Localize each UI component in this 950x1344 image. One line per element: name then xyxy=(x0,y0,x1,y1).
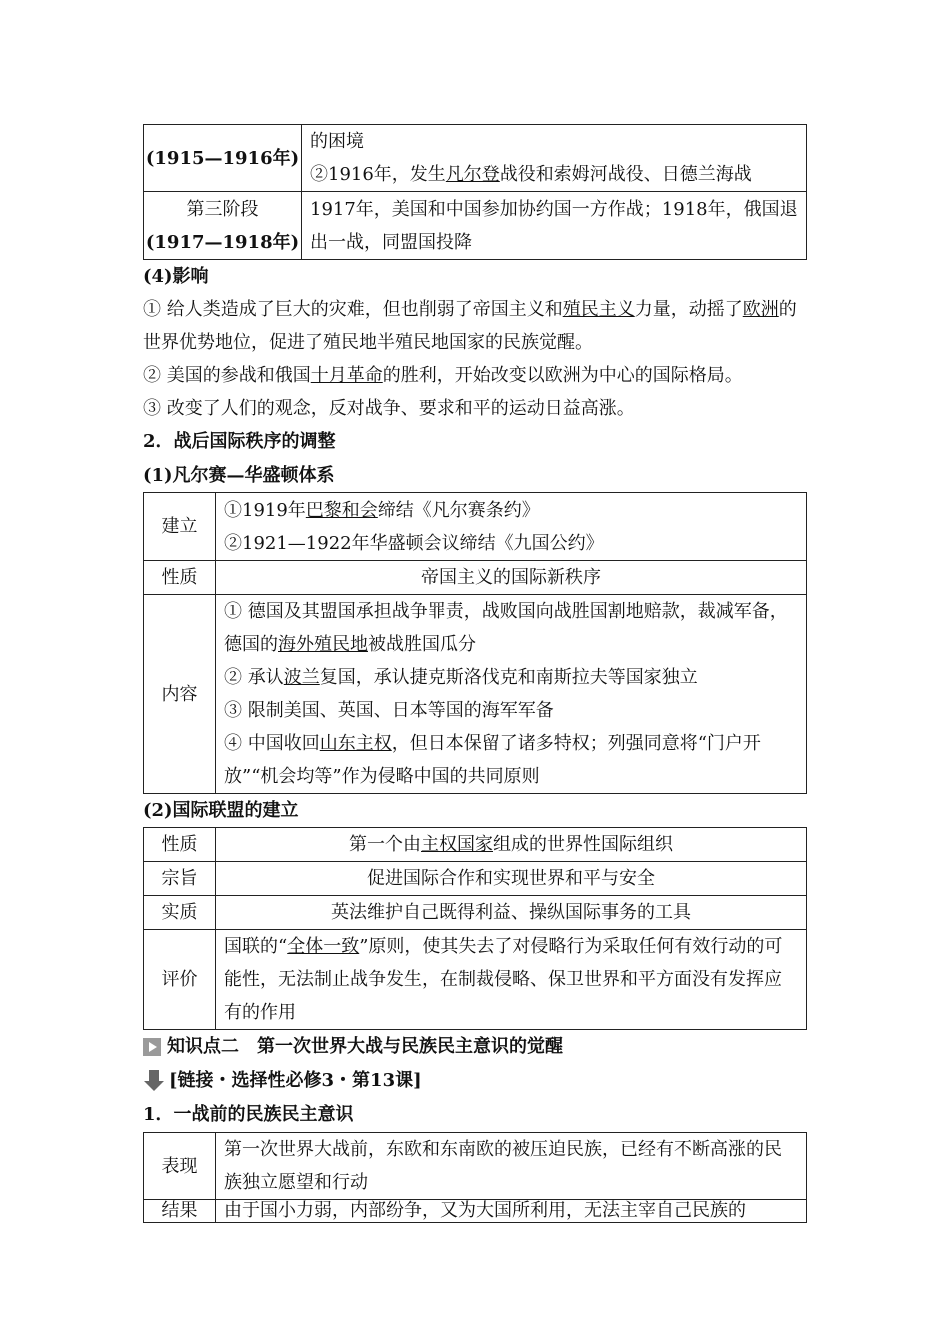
text-segment: 的世界优势地位，促进了殖民地半殖民地国家的民族觉醒。 xyxy=(143,299,797,353)
result-label: 结果 xyxy=(144,1200,216,1223)
text-segment: 复国，承认捷克斯洛伐克和南斯拉夫等国家独立 xyxy=(319,667,698,688)
stage-content-cell xyxy=(302,125,807,192)
text-segment: ① 给人类造成了巨大的灾难，但也削弱了帝国主义和 xyxy=(143,299,563,320)
underlined-term: 巴黎和会 xyxy=(305,499,378,521)
content-item-2 xyxy=(224,661,798,694)
establish-item-2: ②1921—1922年华盛顿会议缔结《九国公约》 xyxy=(224,532,604,554)
stage-content-cell: 1917年，美国和中国参加协约国一方作战；1918年，俄国退出一战，同盟国投降 xyxy=(302,192,807,260)
content-label: 内容 xyxy=(144,595,216,794)
text-segment: 国联的“ xyxy=(224,936,288,957)
league-eval-value xyxy=(216,930,807,1030)
text-segment: 被战胜国瓜分 xyxy=(368,634,476,655)
content-item-1 xyxy=(224,595,798,661)
text-segment: 力量，动摇了 xyxy=(634,299,743,320)
underlined-term: 十月革命 xyxy=(310,365,383,386)
underlined-term: 波兰 xyxy=(283,667,320,688)
establish-label: 建立 xyxy=(144,493,216,561)
knowledge-point-2-text: 知识点二 第一次世界大战与民族民主意识的觉醒 xyxy=(167,1036,563,1057)
league-nature-row xyxy=(144,828,807,862)
league-table xyxy=(143,827,807,1030)
impact-heading: (4)影响 xyxy=(143,266,209,287)
performance-value: 第一次世界大战前，东欧和东南欧的被压迫民族，已经有不断高涨的民族独立愿望和行动 xyxy=(216,1133,807,1200)
text-segment: ① 德国及其盟国承担战争罪责，战败国向战胜国割地赔款，裁减军备，德国的 xyxy=(224,601,788,655)
content-cell xyxy=(216,595,807,794)
performance-row xyxy=(144,1133,807,1200)
text-segment: 组成的世界性国际组织 xyxy=(493,834,673,855)
down-arrow-icon xyxy=(143,1070,165,1092)
text-segment: ④ 中国收回 xyxy=(224,733,320,754)
impact-point-3: ③ 改变了人们的观念，反对战争、要求和平的运动日益高涨。 xyxy=(143,398,635,419)
league-essence-value: 英法维护自己既得利益、操纵国际事务的工具 xyxy=(216,896,807,930)
establish-content xyxy=(216,493,807,561)
text-segment: 的胜利，开始改变以欧洲为中心的国际格局。 xyxy=(382,365,743,386)
content-item-3: ③ 限制美国、英国、日本等国的海军军备 xyxy=(224,700,554,721)
play-arrow-icon xyxy=(143,1038,161,1056)
underlined-term: 山东主权 xyxy=(319,733,392,754)
league-heading: (2)国际联盟的建立 xyxy=(143,800,299,821)
war-stages-table xyxy=(143,124,807,260)
league-essence-row xyxy=(144,896,807,930)
league-purpose-label: 宗旨 xyxy=(144,862,216,896)
underlined-term: 欧洲 xyxy=(742,299,779,320)
pre-war-consciousness-table xyxy=(143,1132,807,1223)
text-segment: 第一个由 xyxy=(349,834,421,855)
stage-label-cell xyxy=(144,192,302,260)
stage-row-3 xyxy=(144,192,807,260)
stage-content-line1: 的困境 xyxy=(310,131,364,152)
section-2-title: 2．战后国际秩序的调整 xyxy=(143,431,336,452)
establish-row xyxy=(144,493,807,561)
underlined-term: 殖民主义 xyxy=(562,299,635,320)
document-page xyxy=(143,124,807,1223)
text-segment: ”原则，使其失去了对侵略行为采取任何有效行动的可能性，无法制止战争发生，在制裁侵略、保卫世界和平方面没有发挥应有的作用 xyxy=(224,936,783,1023)
underlined-term: 凡尔登 xyxy=(445,164,500,185)
stage-content-line2 xyxy=(310,158,798,191)
league-essence-label: 实质 xyxy=(144,896,216,930)
underlined-term: 主权国家 xyxy=(421,834,493,855)
nature-label: 性质 xyxy=(144,561,216,595)
knowledge-point-2-title xyxy=(143,1030,807,1064)
impact-point-2 xyxy=(143,359,807,392)
stage-years: (1917—1918年) xyxy=(145,231,300,253)
text-segment: ② 承认 xyxy=(224,667,284,688)
text-segment: ，但日本保留了诸多特权；列强同意将“门户开放”“机会均等”作为侵略中国的共同原则 xyxy=(224,733,761,787)
impact-point-1 xyxy=(143,293,807,359)
stage-row-2 xyxy=(144,125,807,192)
underlined-term: 全体一致 xyxy=(287,936,360,957)
text-segment: ②1916年，发生 xyxy=(310,164,446,185)
text-segment: 缔结《凡尔赛条约》 xyxy=(377,499,540,521)
text-segment: ② 美国的参战和俄国 xyxy=(143,365,311,386)
text-segment: ①1919年 xyxy=(224,499,306,521)
textbook-link-text: [链接・选择性必修3・第13课] xyxy=(169,1070,422,1091)
result-row xyxy=(144,1200,807,1223)
league-purpose-row xyxy=(144,862,807,896)
versailles-washington-table xyxy=(143,492,807,794)
league-eval-row xyxy=(144,930,807,1030)
stage-years-cell: (1915—1916年) xyxy=(144,125,302,192)
content-item-4 xyxy=(224,727,798,793)
stage-name: 第三阶段 xyxy=(186,198,259,220)
performance-label: 表现 xyxy=(144,1133,216,1200)
nature-value: 帝国主义的国际新秩序 xyxy=(216,561,807,595)
content-row xyxy=(144,595,807,794)
league-purpose-value: 促进国际合作和实现世界和平与安全 xyxy=(216,862,807,896)
underlined-term: 海外殖民地 xyxy=(278,634,368,655)
nature-row xyxy=(144,561,807,595)
league-nature-label: 性质 xyxy=(144,828,216,862)
pre-war-consciousness-title: 1．一战前的民族民主意识 xyxy=(143,1104,354,1125)
result-value: 由于国小力弱，内部纷争，又为大国所利用，无法主宰自己民族的 xyxy=(216,1200,807,1223)
league-eval-label: 评价 xyxy=(144,930,216,1030)
textbook-link xyxy=(143,1064,807,1098)
league-nature-value xyxy=(216,828,807,862)
establish-item-1 xyxy=(224,494,798,527)
text-segment: 战役和索姆河战役、日德兰海战 xyxy=(499,164,752,185)
versailles-washington-heading: (1)凡尔赛—华盛顿体系 xyxy=(143,465,335,486)
